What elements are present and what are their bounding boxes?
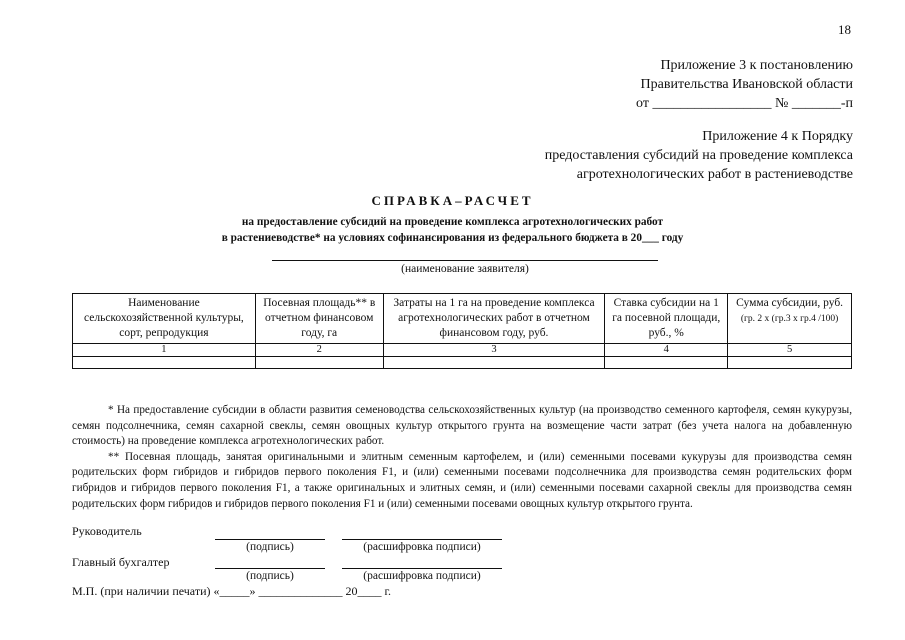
applicant-name-line xyxy=(272,260,658,261)
table-cell xyxy=(383,357,605,369)
header-subsidy-rate: Ставка субсидии на 1 га посевной площади, руб., % xyxy=(605,294,728,344)
applicant-name-caption: (наименование заявителя) xyxy=(401,263,529,275)
head-decode-caption: (расшифровка подписи) xyxy=(363,541,481,553)
column-number: 5 xyxy=(728,344,852,357)
footnote-2: ** Посевная площадь, занятая оригинальными и элитным семенным картофелем, и (или) семенными посевами кукурузы для производства семян родительских форм гибридов и гибридов первого поколения F1, и (или) семенными посевами подсолнечника для производства семян родительских форм гибридов и гибридов первого поколения F1, а также оригинальных и элитных семян, и (или) семенными посевами сахарной свеклы для производства семян родительских форм гибридов и гибридов первого поколения F1 и (или) семенными посевами овощных культур открытого грунта. xyxy=(72,450,852,510)
accountant-decode-line xyxy=(342,568,502,569)
table-cell xyxy=(73,357,256,369)
header-subsidy-sum-label: Сумма субсидии, руб. xyxy=(736,297,844,309)
document-title: СПРАВКА–РАСЧЕТ xyxy=(371,193,534,208)
page-number: 18 xyxy=(838,22,851,37)
head-decode-line xyxy=(342,539,502,540)
column-number: 4 xyxy=(605,344,728,357)
header-subsidy-sum-formula: (гр. 2 х (гр.3 х гр.4 /100) xyxy=(740,314,839,324)
header-sown-area: Посевная площадь** в отчетном финансовом году, га xyxy=(255,294,383,344)
stamp-date-line: М.П. (при наличии печати) «_____» ______________ 20____ г. xyxy=(72,584,392,598)
appendix-4-line-1: Приложение 4 к Порядку xyxy=(702,129,853,144)
footnote-1: * На предоставление субсидии в области развития семеноводства сельскохозяйственных культур (на производство семенного картофеля, семян кукурузы, семян подсолнечника, семян сахарной свеклы, семян овощных культур открытого грунта на возмещение части затрат (без учета налога на добавленную стоимость) на проведение комплекса агротехнологических работ. xyxy=(72,404,852,448)
table-header-row xyxy=(73,294,852,344)
table-cell xyxy=(605,357,728,369)
table-cell xyxy=(255,357,383,369)
appendix-4-header xyxy=(545,127,853,184)
table-empty-row xyxy=(73,357,852,369)
column-number: 2 xyxy=(255,344,383,357)
accountant-label: Главный бухгалтер xyxy=(72,555,170,569)
head-label: Руководитель xyxy=(72,524,142,538)
table-column-numbers-row xyxy=(73,344,852,357)
accountant-decode-caption: (расшифровка подписи) xyxy=(363,570,481,582)
header-crop-name: Наименование сельскохозяйственной культуры, сорт, репродукция xyxy=(73,294,256,344)
appendix-3-line-3: от _________________ № _______-п xyxy=(636,96,853,111)
column-number: 3 xyxy=(383,344,605,357)
accountant-signature-caption: (подпись) xyxy=(246,570,294,582)
accountant-signature-line xyxy=(215,568,325,569)
appendix-3-line-2: Правительства Ивановской области xyxy=(640,77,853,92)
head-signature-line xyxy=(215,539,325,540)
appendix-4-line-3: агротехнологических работ в растениеводстве xyxy=(576,167,853,182)
appendix-3-line-1: Приложение 3 к постановлению xyxy=(660,58,853,73)
table-cell xyxy=(728,357,852,369)
footnotes xyxy=(72,403,852,512)
appendix-4-line-2: предоставления субсидий на проведение комплекса xyxy=(544,148,853,163)
appendix-3-header xyxy=(636,56,853,113)
document-subtitle-1: на предоставление субсидий на проведение комплекса агротехнологических работ xyxy=(241,216,664,228)
header-costs-per-ha: Затраты на 1 га на проведение комплекса агротехнологических работ в отчетном финансовом году, руб. xyxy=(383,294,605,344)
header-subsidy-sum xyxy=(728,294,852,344)
calculation-table xyxy=(72,293,852,369)
column-number: 1 xyxy=(73,344,256,357)
head-signature-caption: (подпись) xyxy=(246,541,294,553)
document-subtitle-2: в растениеводстве* на условиях софинансирования из федерального бюджета в 20___ году xyxy=(221,232,684,244)
